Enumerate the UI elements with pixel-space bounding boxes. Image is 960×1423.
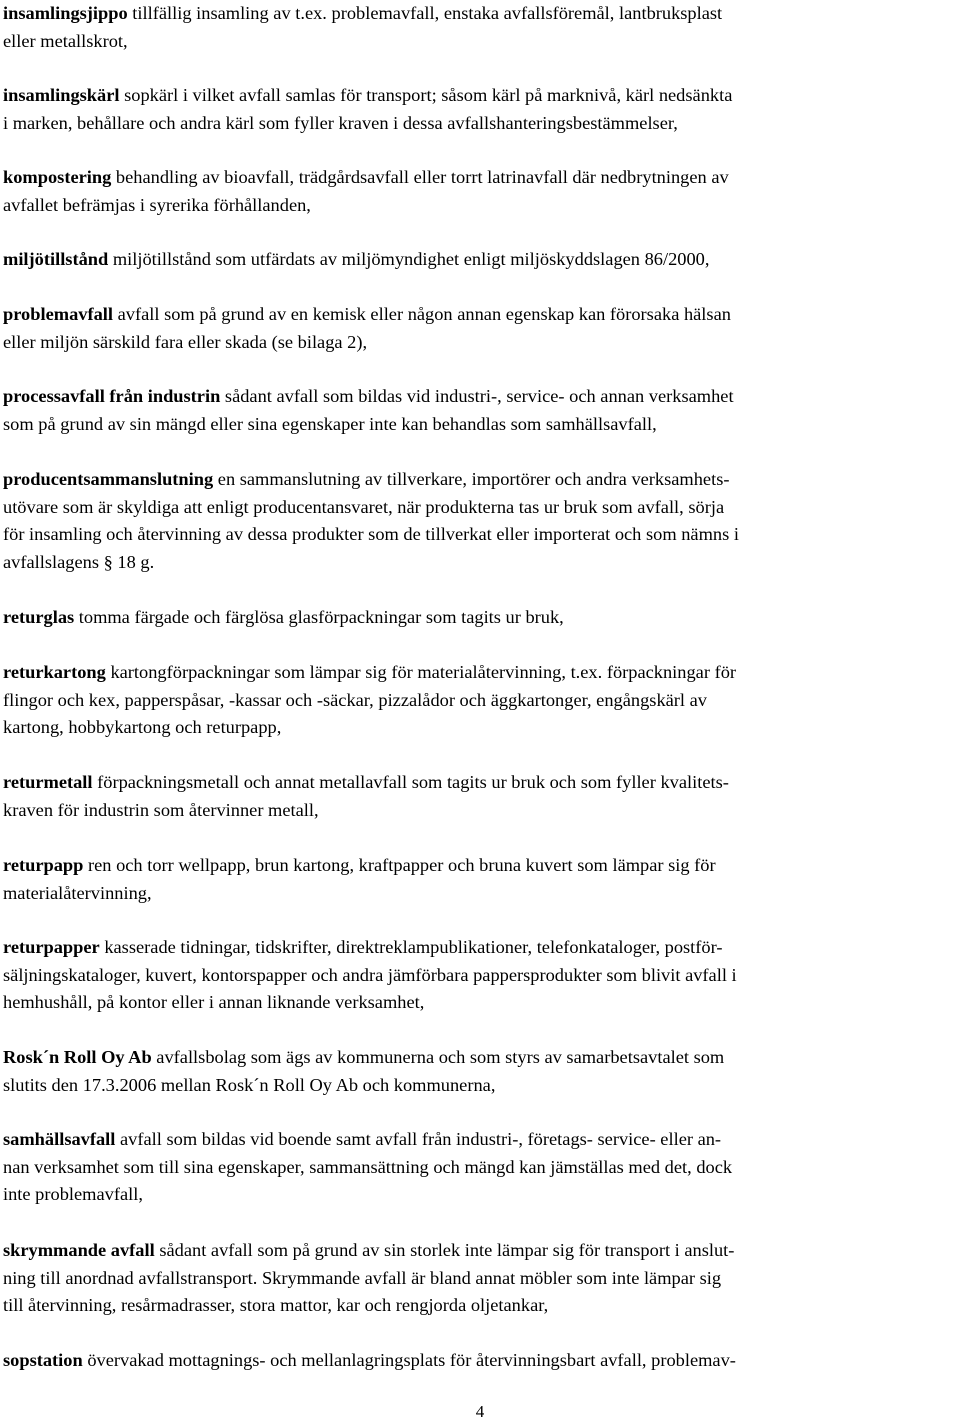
term: insamlingskärl [3, 85, 120, 105]
term: miljötillstånd [3, 249, 109, 269]
definition-skrymmande-avfall [3, 1237, 734, 1320]
term: insamlingsjippo [3, 3, 128, 23]
definition-text: ren och torr wellpapp, brun kartong, kraftpapper och bruna kuvert som lämpar sig för materialåtervinning, [3, 855, 716, 903]
definition-text: sådant avfall som bildas vid industri-, service- och annan verksamhet som på grund av sin mängd eller sina egenskaper inte kan behandlas som samhällsavfall, [3, 386, 734, 434]
term: returpapper [3, 937, 100, 957]
term: returpapp [3, 855, 84, 875]
term: samhällsavfall [3, 1129, 116, 1149]
term: producentsammanslutning [3, 469, 214, 489]
definition-kompostering [3, 164, 729, 219]
definition-producentsammanslutning [3, 466, 739, 576]
term: returglas [3, 607, 75, 627]
definition-insamlingsjippo [3, 0, 722, 55]
definition-text: behandling av bioavfall, trädgårdsavfall eller torrt latrinavfall där nedbrytningen av avfallet befrämjas i syrerika förhållanden, [3, 167, 729, 215]
definition-text: sådant avfall som på grund av sin storlek inte lämpar sig för transport i anslut- ning till anordnad avfallstransport. Skrymmande avfall är bland annat möbler som inte lämpar sig till återvinning, resårmadrasser, stora mattor, kar och rengjorda oljetankar, [3, 1240, 735, 1315]
term: returkartong [3, 662, 106, 682]
definition-text: tillfällig insamling av t.ex. problemavfall, enstaka avfallsföremål, lantbruksplast eller metallskrot, [3, 3, 723, 51]
definition-text: förpackningsmetall och annat metallavfall som tagits ur bruk och som fyller kvalitets- kraven för industrin som återvinner metall, [3, 772, 729, 820]
definition-text: tomma färgade och färglösa glasförpackningar som tagits ur bruk, [74, 607, 564, 627]
definition-returglas [3, 604, 564, 632]
definition-sopstation [3, 1347, 736, 1375]
definition-text: avfallsbolag som ägs av kommunerna och som styrs av samarbetsavtalet som slutits den 17.3.2006 mellan Rosk´n Roll Oy Ab och kommunerna, [3, 1047, 725, 1095]
definition-text: sopkärl i vilket avfall samlas för transport; såsom kärl på marknivå, kärl nedsänkta i marken, behållare och andra kärl som fyller kraven i dessa avfallshanteringsbestämmelser, [3, 85, 733, 133]
definition-returmetall [3, 769, 729, 824]
definition-rosknroll [3, 1044, 724, 1099]
definition-text: avfall som bildas vid boende samt avfall från industri-, företags- service- eller an- nan verksamhet som till sina egenskaper, sammansättning och mängd kan jämställas med det, dock inte problemavfall, [3, 1129, 733, 1204]
term: problemavfall [3, 304, 114, 324]
definition-text: övervakad mottagnings- och mellanlagringsplats för återvinningsbart avfall, problemav- [82, 1350, 736, 1370]
term: skrymmande avfall [3, 1240, 155, 1260]
definition-text: en sammanslutning av tillverkare, importörer och andra verksamhets- utövare som är skyldiga att enligt producentansvaret, när produkterna tas ur bruk som avfall, sörja för insamling och återvinning av dessa produkter som de tillverkat eller importerat och som nämns i avfallslagens § 18 g. [3, 469, 739, 572]
definition-text: miljötillstånd som utfärdats av miljömyndighet enligt miljöskyddslagen 86/2000, [108, 249, 710, 269]
definition-text: avfall som på grund av en kemisk eller någon annan egenskap kan förorsaka hälsan eller miljön särskild fara eller skada (se bilaga 2), [3, 304, 731, 352]
definition-text: kartongförpackningar som lämpar sig för materialåtervinning, t.ex. förpackningar för flingor och kex, papperspåsar, -kassar och -säckar, pizzalådor och äggkartonger, engångskärl av kartong, hobbykartong och returpapp, [3, 662, 737, 737]
definition-returpapper [3, 934, 737, 1017]
definition-text: kasserade tidningar, tidskrifter, direktreklampublikationer, telefonkataloger, postför- säljningskataloger, kuvert, kontorspapper och andra jämförbara pappersprodukter som blivit avfall i hemhushåll, på kontor eller i annan liknande verksamhet, [3, 937, 737, 1012]
term: returmetall [3, 772, 93, 792]
definition-insamlingskarl [3, 82, 732, 137]
definition-returpapp [3, 852, 716, 907]
term: processavfall från industrin [3, 386, 221, 406]
page-number: 4 [475, 1402, 485, 1421]
definition-returkartong [3, 659, 736, 742]
term: Rosk´n Roll Oy Ab [3, 1047, 152, 1067]
definition-miljotillstand [3, 246, 709, 274]
term: sopstation [3, 1350, 83, 1370]
definition-samhallsavfall [3, 1126, 732, 1209]
definition-processavfall [3, 383, 734, 438]
definition-problemavfall [3, 301, 731, 356]
term: kompostering [3, 167, 112, 187]
